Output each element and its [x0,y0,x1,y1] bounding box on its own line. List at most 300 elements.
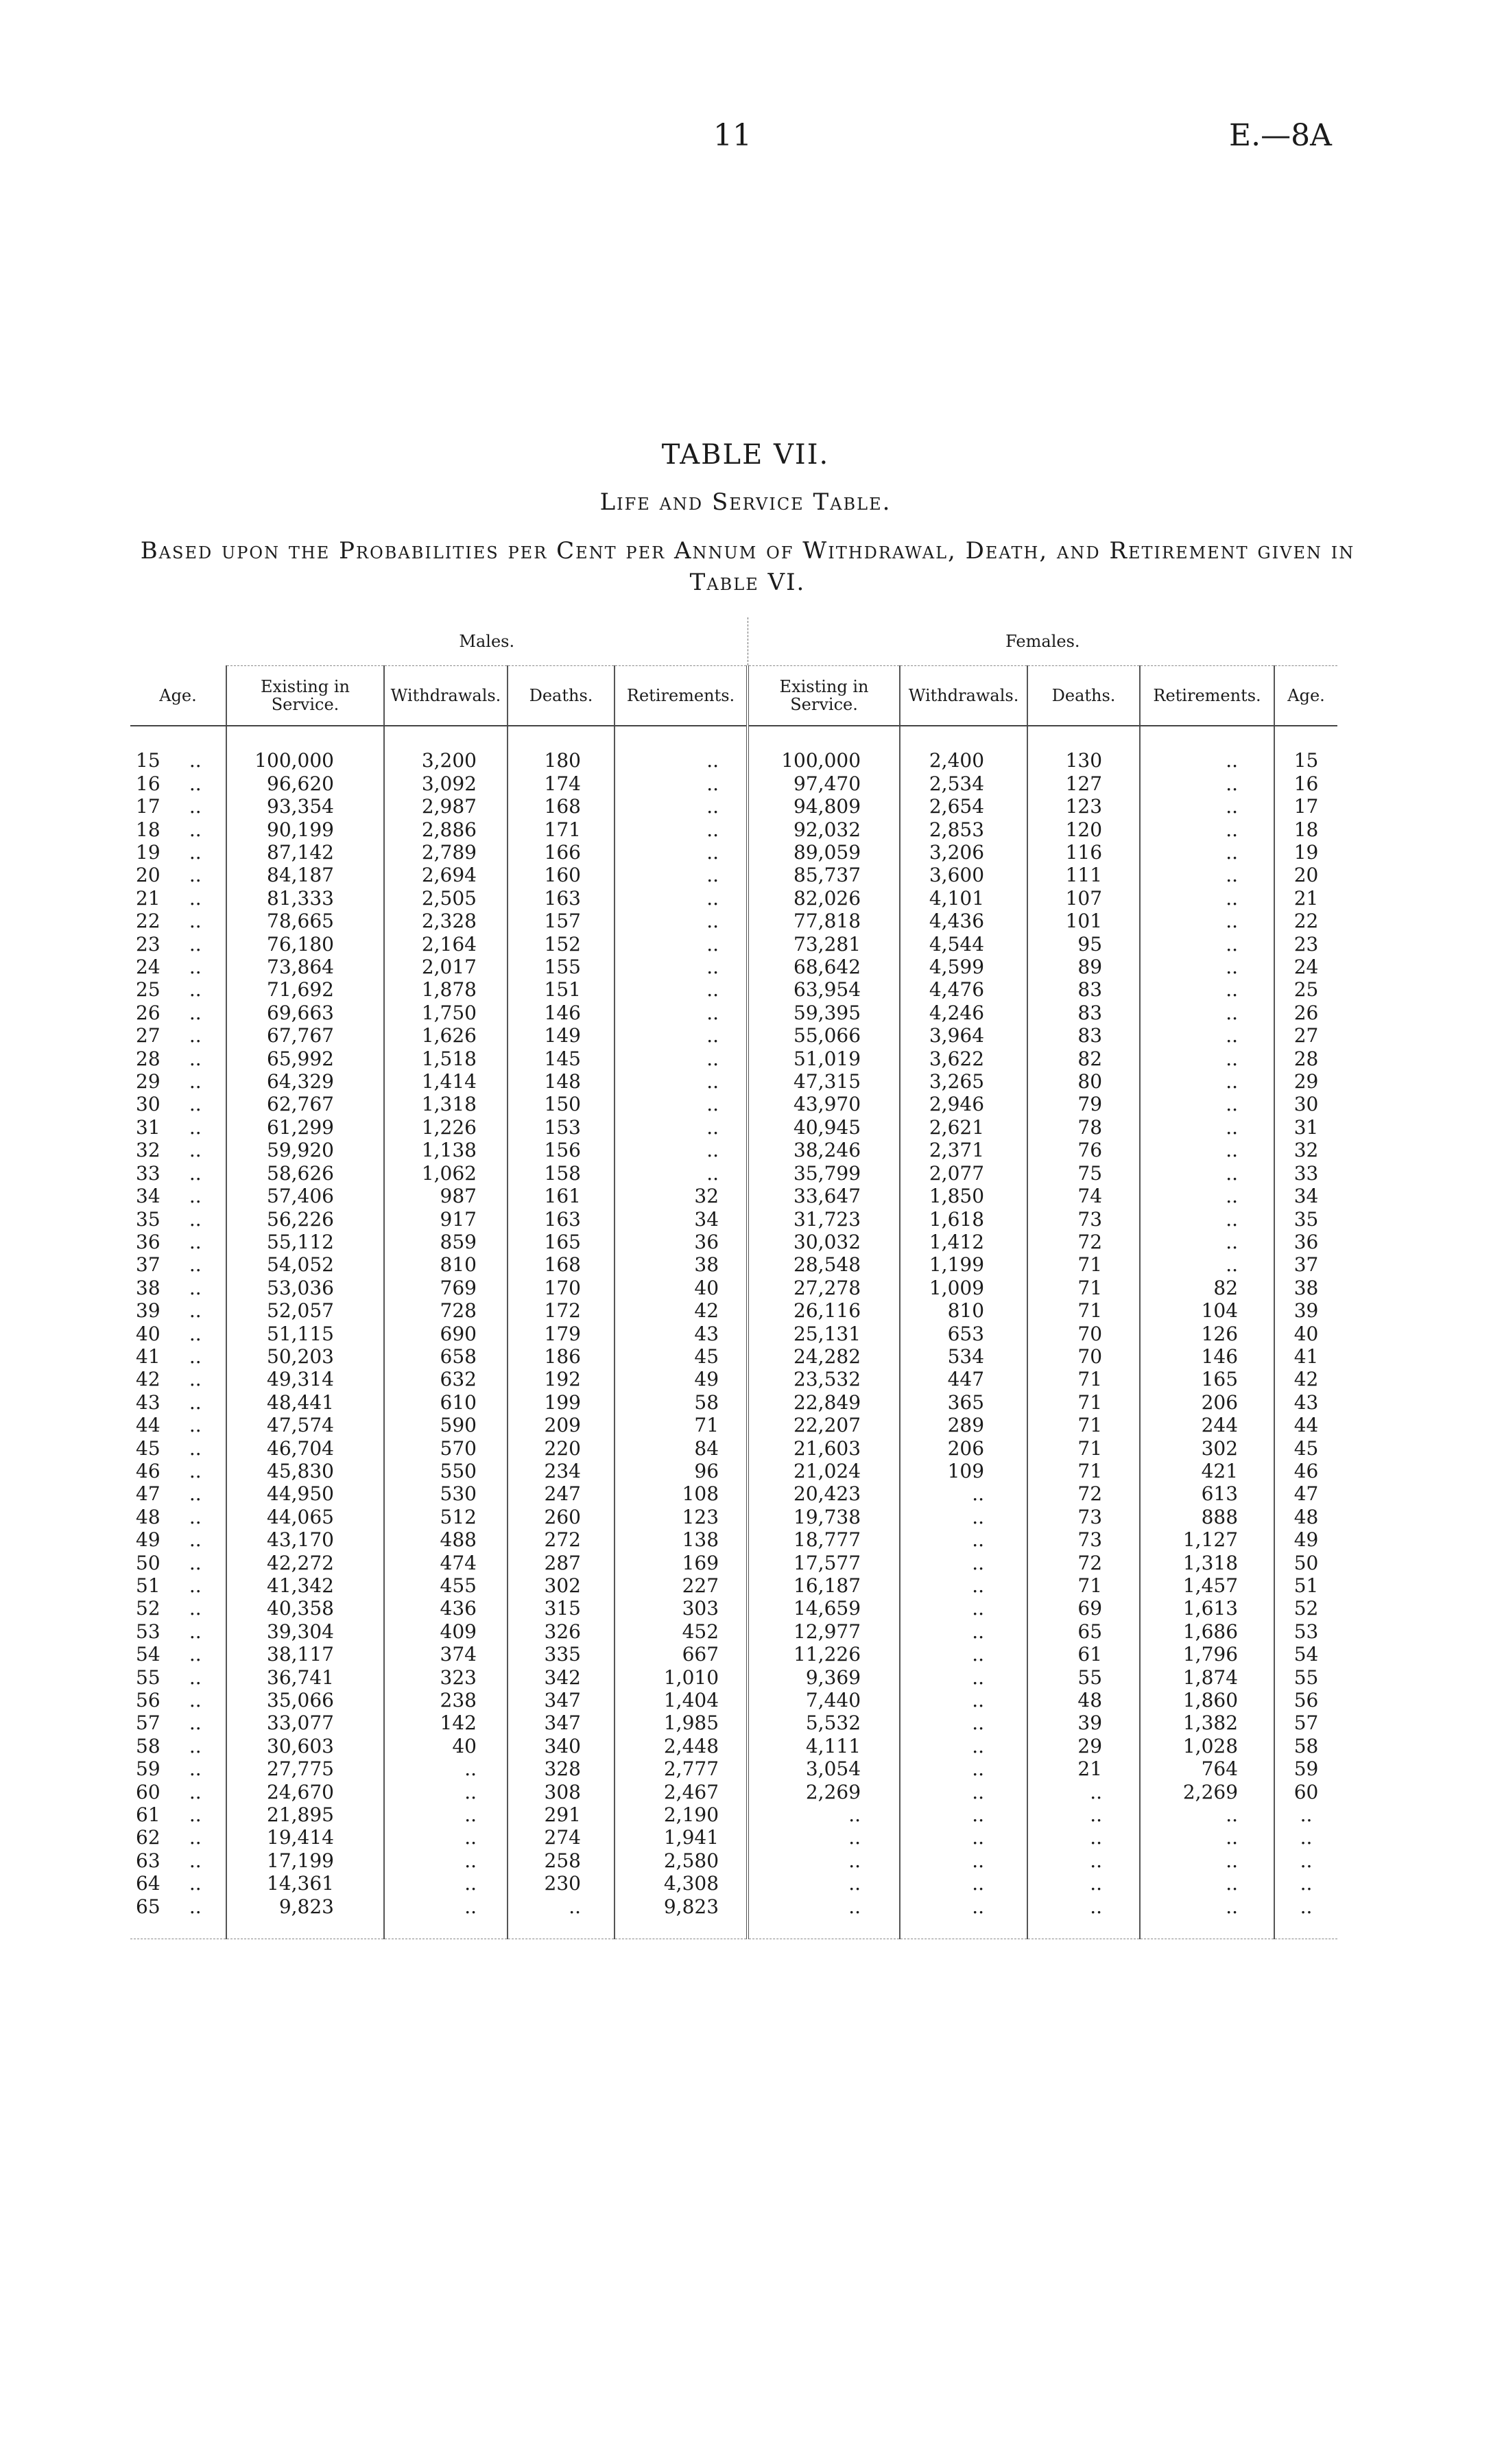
cell-male-deaths: 180 [508,749,615,772]
foot-cell [384,1918,508,1939]
cell-male-retirements: 1,010 [615,1666,748,1689]
cell-female-existing: 92,032 [748,818,900,841]
cell-male-deaths: 172 [508,1299,615,1322]
cell-male-deaths: 347 [508,1711,615,1734]
spacer-cell [1274,726,1337,749]
cell-female-existing: 18,777 [748,1528,900,1551]
cell-female-withdrawals: .. [900,1574,1027,1597]
cell-male-withdrawals: 2,164 [384,933,508,956]
cell-male-deaths: 272 [508,1528,615,1551]
leader-dots: .. [189,1895,202,1918]
cell-age-right: .. [1274,1803,1337,1826]
cell-male-retirements: 1,985 [615,1711,748,1734]
cell-female-retirements: .. [1140,978,1274,1001]
cell-age-right: 46 [1274,1460,1337,1482]
spacer-cell [226,726,384,749]
table-row [130,1323,1337,1345]
cell-female-withdrawals: .. [900,1711,1027,1734]
cell-age [130,887,226,910]
cell-female-retirements: 613 [1140,1482,1274,1505]
leader-dots: .. [189,1803,202,1827]
cell-female-withdrawals: 3,622 [900,1047,1027,1070]
cell-age [130,1323,226,1345]
leader-dots: .. [189,956,202,979]
leader-dots: .. [189,978,202,1002]
cell-female-withdrawals: 3,206 [900,841,1027,864]
cell-male-deaths: 153 [508,1116,615,1139]
leader-dots: .. [189,1185,202,1208]
cell-male-retirements: 667 [615,1643,748,1666]
cell-female-withdrawals: .. [900,1506,1027,1528]
cell-female-existing: 14,659 [748,1597,900,1620]
cell-female-retirements: .. [1140,1116,1274,1139]
age-value: 42 [136,1368,160,1391]
cell-male-retirements: .. [615,956,748,978]
cell-age-right: 35 [1274,1208,1337,1231]
age-value: 32 [136,1139,160,1162]
age-value: 27 [136,1024,160,1047]
leader-dots: .. [189,841,202,864]
cell-male-retirements: .. [615,841,748,864]
cell-male-retirements: 138 [615,1528,748,1551]
leader-dots: .. [189,795,202,818]
cell-age [130,1781,226,1803]
group-females: Females. [748,617,1337,666]
foot-cell [508,1918,615,1939]
cell-female-deaths: 72 [1027,1231,1140,1253]
cell-female-existing: 73,281 [748,933,900,956]
cell-female-withdrawals: .. [900,1689,1027,1711]
cell-male-deaths: 163 [508,1208,615,1231]
cell-male-withdrawals: 769 [384,1277,508,1299]
cell-age [130,1643,226,1666]
cell-female-withdrawals: 206 [900,1437,1027,1460]
cell-male-withdrawals: .. [384,1895,508,1918]
leader-dots: .. [189,864,202,887]
cell-male-withdrawals: 1,062 [384,1162,508,1185]
table-row [130,1116,1337,1139]
table-row [130,978,1337,1001]
cell-female-existing: 4,111 [748,1735,900,1757]
cell-female-deaths: 71 [1027,1437,1140,1460]
cell-female-existing: .. [748,1849,900,1872]
leader-dots: .. [189,1528,202,1552]
table-row [130,1781,1337,1803]
cell-female-retirements: 82 [1140,1277,1274,1299]
table-subtitle: Life and Service Table. [599,488,892,516]
cell-female-deaths: .. [1027,1895,1140,1918]
cell-age-right: .. [1274,1872,1337,1895]
age-value: 29 [136,1070,160,1093]
col-female-existing: Existing in Service. [748,666,900,726]
cell-male-withdrawals: 2,017 [384,956,508,978]
cell-age-right: 58 [1274,1735,1337,1757]
cell-age [130,749,226,772]
leader-dots: .. [189,1505,202,1528]
cell-age-right: 22 [1274,910,1337,932]
leader-dots: .. [189,1826,202,1849]
cell-male-withdrawals: 40 [384,1735,508,1757]
table-row [130,1482,1337,1505]
page-reference: E.—8A [1229,118,1332,153]
cell-female-withdrawals: 2,621 [900,1116,1027,1139]
cell-female-retirements: 146 [1140,1345,1274,1368]
leader-dots: .. [189,1689,202,1712]
cell-female-withdrawals: 2,371 [900,1139,1027,1161]
cell-female-existing: .. [748,1826,900,1849]
cell-male-retirements: .. [615,749,748,772]
cell-male-withdrawals: 3,092 [384,772,508,795]
cell-age [130,1139,226,1161]
table-row [130,1047,1337,1070]
cell-female-existing: 47,315 [748,1070,900,1093]
cell-male-retirements: 43 [615,1323,748,1345]
cell-male-retirements: 32 [615,1185,748,1207]
table-row [130,1826,1337,1849]
cell-age [130,841,226,864]
cell-age [130,1391,226,1414]
cell-male-withdrawals: 658 [384,1345,508,1368]
cell-male-existing: 53,036 [226,1277,384,1299]
cell-female-deaths: .. [1027,1803,1140,1826]
cell-female-existing: 5,532 [748,1711,900,1734]
cell-female-existing: .. [748,1803,900,1826]
leader-dots: .. [189,1070,202,1093]
cell-male-existing: 57,406 [226,1185,384,1207]
cell-age [130,1506,226,1528]
cell-male-deaths: 146 [508,1002,615,1024]
cell-female-retirements: .. [1140,1162,1274,1185]
cell-male-deaths: 220 [508,1437,615,1460]
table-row [130,1849,1337,1872]
cell-male-deaths: 230 [508,1872,615,1895]
cell-male-existing: 36,741 [226,1666,384,1689]
cell-male-deaths: 168 [508,1253,615,1276]
cell-age [130,1574,226,1597]
cell-age [130,1872,226,1895]
cell-male-existing: 46,704 [226,1437,384,1460]
foot-cell [1274,1918,1337,1939]
cell-male-existing: 62,767 [226,1093,384,1115]
cell-female-existing: 30,032 [748,1231,900,1253]
table-row [130,887,1337,910]
cell-female-withdrawals: .. [900,1597,1027,1620]
cell-male-withdrawals: 1,878 [384,978,508,1001]
cell-male-deaths: 347 [508,1689,615,1711]
cell-age-right: 31 [1274,1116,1337,1139]
cell-male-deaths: 163 [508,887,615,910]
cell-female-withdrawals: 4,599 [900,956,1027,978]
cell-age [130,1437,226,1460]
leader-dots: .. [189,1666,202,1689]
table-row [130,841,1337,864]
age-value: 45 [136,1436,160,1460]
cell-male-retirements: 42 [615,1299,748,1322]
cell-female-existing: 19,738 [748,1506,900,1528]
cell-male-withdrawals: 550 [384,1460,508,1482]
cell-female-deaths: 71 [1027,1368,1140,1390]
age-value: 61 [136,1803,160,1827]
leader-dots: .. [189,1093,202,1116]
leader-dots: .. [189,1161,202,1185]
cell-female-retirements: 421 [1140,1460,1274,1482]
cell-female-existing: 82,026 [748,887,900,910]
cell-male-withdrawals: 530 [384,1482,508,1505]
leader-dots: .. [189,749,202,772]
table-row [130,1574,1337,1597]
cell-female-existing: 12,977 [748,1620,900,1643]
cell-male-deaths: 148 [508,1070,615,1093]
leader-dots: .. [189,1207,202,1231]
cell-age-right: 36 [1274,1231,1337,1253]
leader-dots: .. [189,1047,202,1070]
cell-female-existing: 3,054 [748,1757,900,1780]
cell-female-withdrawals: 810 [900,1299,1027,1322]
cell-male-existing: 30,603 [226,1735,384,1757]
cell-female-deaths: 21 [1027,1757,1140,1780]
cell-male-existing: 48,441 [226,1391,384,1414]
table-row [130,1506,1337,1528]
cell-male-withdrawals: 2,886 [384,818,508,841]
table-title: TABLE VII. [661,439,830,471]
age-value: 41 [136,1344,160,1368]
cell-male-retirements: 2,580 [615,1849,748,1872]
cell-male-existing: 65,992 [226,1047,384,1070]
table-row [130,795,1337,818]
cell-female-retirements: .. [1140,1185,1274,1207]
cell-age-right: 60 [1274,1781,1337,1803]
cell-male-withdrawals: 632 [384,1368,508,1390]
spacer-cell [1027,726,1140,749]
cell-female-withdrawals: 2,654 [900,795,1027,818]
leader-dots: .. [189,1322,202,1345]
cell-female-withdrawals: .. [900,1735,1027,1757]
cell-male-withdrawals: 474 [384,1552,508,1574]
cell-male-existing: 76,180 [226,933,384,956]
table-row [130,1872,1337,1895]
table-row [130,1208,1337,1231]
cell-female-existing: 23,532 [748,1368,900,1390]
cell-age [130,1116,226,1139]
table-row [130,1895,1337,1918]
leader-dots: .. [189,1390,202,1414]
cell-female-retirements: 126 [1140,1323,1274,1345]
cell-female-deaths: .. [1027,1849,1140,1872]
spacer-cell [748,726,900,749]
table-row [130,1528,1337,1551]
col-male-existing: Existing in Service. [226,666,384,726]
cell-age [130,1666,226,1689]
cell-male-withdrawals: 1,138 [384,1139,508,1161]
cell-female-withdrawals: .. [900,1528,1027,1551]
cell-male-existing: 64,329 [226,1070,384,1093]
cell-male-deaths: 171 [508,818,615,841]
cell-female-withdrawals: 2,077 [900,1162,1027,1185]
cell-age [130,1528,226,1551]
cell-female-retirements: .. [1140,1208,1274,1231]
cell-female-withdrawals: 447 [900,1368,1027,1390]
table-row [130,1368,1337,1390]
cell-female-existing: 100,000 [748,749,900,772]
cell-male-withdrawals: .. [384,1757,508,1780]
cell-female-deaths: 71 [1027,1391,1140,1414]
cell-male-retirements: 1,404 [615,1689,748,1711]
cell-male-retirements: 1,941 [615,1826,748,1849]
age-value: 22 [136,910,160,933]
cell-male-withdrawals: 810 [384,1253,508,1276]
cell-male-withdrawals: 610 [384,1391,508,1414]
cell-female-deaths: 89 [1027,956,1140,978]
cell-male-retirements: .. [615,1093,748,1115]
cell-male-deaths: 168 [508,795,615,818]
table-row [130,1437,1337,1460]
cell-age [130,1299,226,1322]
age-value: 48 [136,1505,160,1528]
cell-male-deaths: 166 [508,841,615,864]
cell-female-existing: 26,116 [748,1299,900,1322]
cell-female-retirements: .. [1140,933,1274,956]
cell-female-deaths: 111 [1027,864,1140,886]
cell-female-retirements: 1,613 [1140,1597,1274,1620]
table-row [130,1757,1337,1780]
leader-dots: .. [189,1230,202,1253]
age-value: 55 [136,1666,160,1689]
cell-male-existing: 14,361 [226,1872,384,1895]
cell-female-deaths: .. [1027,1872,1140,1895]
leader-dots: .. [189,1276,202,1299]
cell-female-existing: 7,440 [748,1689,900,1711]
cell-female-deaths: 39 [1027,1711,1140,1734]
cell-female-deaths: 79 [1027,1093,1140,1115]
age-value: 16 [136,772,160,795]
age-value: 49 [136,1528,160,1552]
cell-female-withdrawals: .. [900,1666,1027,1689]
cell-female-retirements: 888 [1140,1506,1274,1528]
cell-age [130,795,226,818]
age-value: 57 [136,1711,160,1735]
cell-male-retirements: 108 [615,1482,748,1505]
cell-female-existing: 17,577 [748,1552,900,1574]
cell-female-deaths: 82 [1027,1047,1140,1070]
cell-male-retirements: 58 [615,1391,748,1414]
cell-female-retirements: 1,457 [1140,1574,1274,1597]
cell-female-retirements: .. [1140,772,1274,795]
cell-age [130,1620,226,1643]
cell-male-withdrawals: 238 [384,1689,508,1711]
cell-female-existing: 40,945 [748,1116,900,1139]
cell-female-existing: .. [748,1872,900,1895]
leader-dots: .. [189,1115,202,1139]
age-value: 18 [136,818,160,841]
table-row [130,1139,1337,1161]
age-value: 40 [136,1322,160,1345]
cell-age-right: 25 [1274,978,1337,1001]
cell-female-existing: 33,647 [748,1185,900,1207]
cell-female-retirements: .. [1140,1872,1274,1895]
cell-age-right: 49 [1274,1528,1337,1551]
cell-female-deaths: 65 [1027,1620,1140,1643]
table-row [130,1711,1337,1734]
cell-female-deaths: 83 [1027,978,1140,1001]
cell-female-withdrawals: 4,246 [900,1002,1027,1024]
cell-female-deaths: 75 [1027,1162,1140,1185]
table-row [130,1643,1337,1666]
cell-female-retirements: 1,318 [1140,1552,1274,1574]
cell-female-retirements: 1,796 [1140,1643,1274,1666]
cell-male-existing: 44,950 [226,1482,384,1505]
cell-male-existing: 71,692 [226,978,384,1001]
cell-male-existing: 21,895 [226,1803,384,1826]
table-caption: Based upon the Probabilities per Cent per Annum of Withdrawal, Death, and Retirement given in Table VI. [140,537,1355,596]
cell-male-existing: 52,057 [226,1299,384,1322]
cell-female-deaths: 76 [1027,1139,1140,1161]
cell-female-deaths: 127 [1027,772,1140,795]
age-value: 26 [136,1001,160,1024]
cell-female-withdrawals: 3,600 [900,864,1027,886]
table-row [130,1253,1337,1276]
cell-female-withdrawals: 1,850 [900,1185,1027,1207]
cell-female-existing: 59,395 [748,1002,900,1024]
cell-female-retirements: .. [1140,864,1274,886]
cell-male-deaths: .. [508,1895,615,1918]
cell-male-existing: 27,775 [226,1757,384,1780]
cell-male-existing: 51,115 [226,1323,384,1345]
spacer-cell [384,726,508,749]
table-spacer-row [130,726,1337,749]
cell-female-existing: 43,970 [748,1093,900,1115]
cell-male-withdrawals: 570 [384,1437,508,1460]
group-males: Males. [226,617,748,666]
cell-age-right: .. [1274,1895,1337,1918]
cell-male-retirements: .. [615,1116,748,1139]
cell-age-right: 29 [1274,1070,1337,1093]
cell-male-withdrawals: 1,750 [384,1002,508,1024]
cell-female-deaths: 71 [1027,1460,1140,1482]
cell-age [130,978,226,1001]
cell-male-retirements: 38 [615,1253,748,1276]
cell-male-retirements: .. [615,772,748,795]
cell-female-deaths: 71 [1027,1414,1140,1436]
table-row [130,1391,1337,1414]
cell-female-existing: 9,369 [748,1666,900,1689]
cell-age [130,1552,226,1574]
leader-dots: .. [189,1482,202,1506]
cell-age-right: 23 [1274,933,1337,956]
cell-age [130,910,226,932]
cell-female-retirements: .. [1140,841,1274,864]
leader-dots: .. [189,1299,202,1323]
cell-age-right: 57 [1274,1711,1337,1734]
cell-age-right: 48 [1274,1506,1337,1528]
cell-male-deaths: 165 [508,1231,615,1253]
table-row [130,1460,1337,1482]
table-row [130,1666,1337,1689]
cell-female-retirements: 1,874 [1140,1666,1274,1689]
cell-male-withdrawals: 2,328 [384,910,508,932]
cell-female-retirements: 764 [1140,1757,1274,1780]
col-age: Age. [130,666,226,726]
cell-age-right: 30 [1274,1093,1337,1115]
cell-female-deaths: 123 [1027,795,1140,818]
cell-male-existing: 19,414 [226,1826,384,1849]
cell-female-retirements: .. [1140,887,1274,910]
cell-age [130,864,226,886]
cell-male-existing: 58,626 [226,1162,384,1185]
cell-male-existing: 39,304 [226,1620,384,1643]
cell-age [130,1689,226,1711]
cell-female-deaths: 73 [1027,1528,1140,1551]
cell-female-withdrawals: 365 [900,1391,1027,1414]
